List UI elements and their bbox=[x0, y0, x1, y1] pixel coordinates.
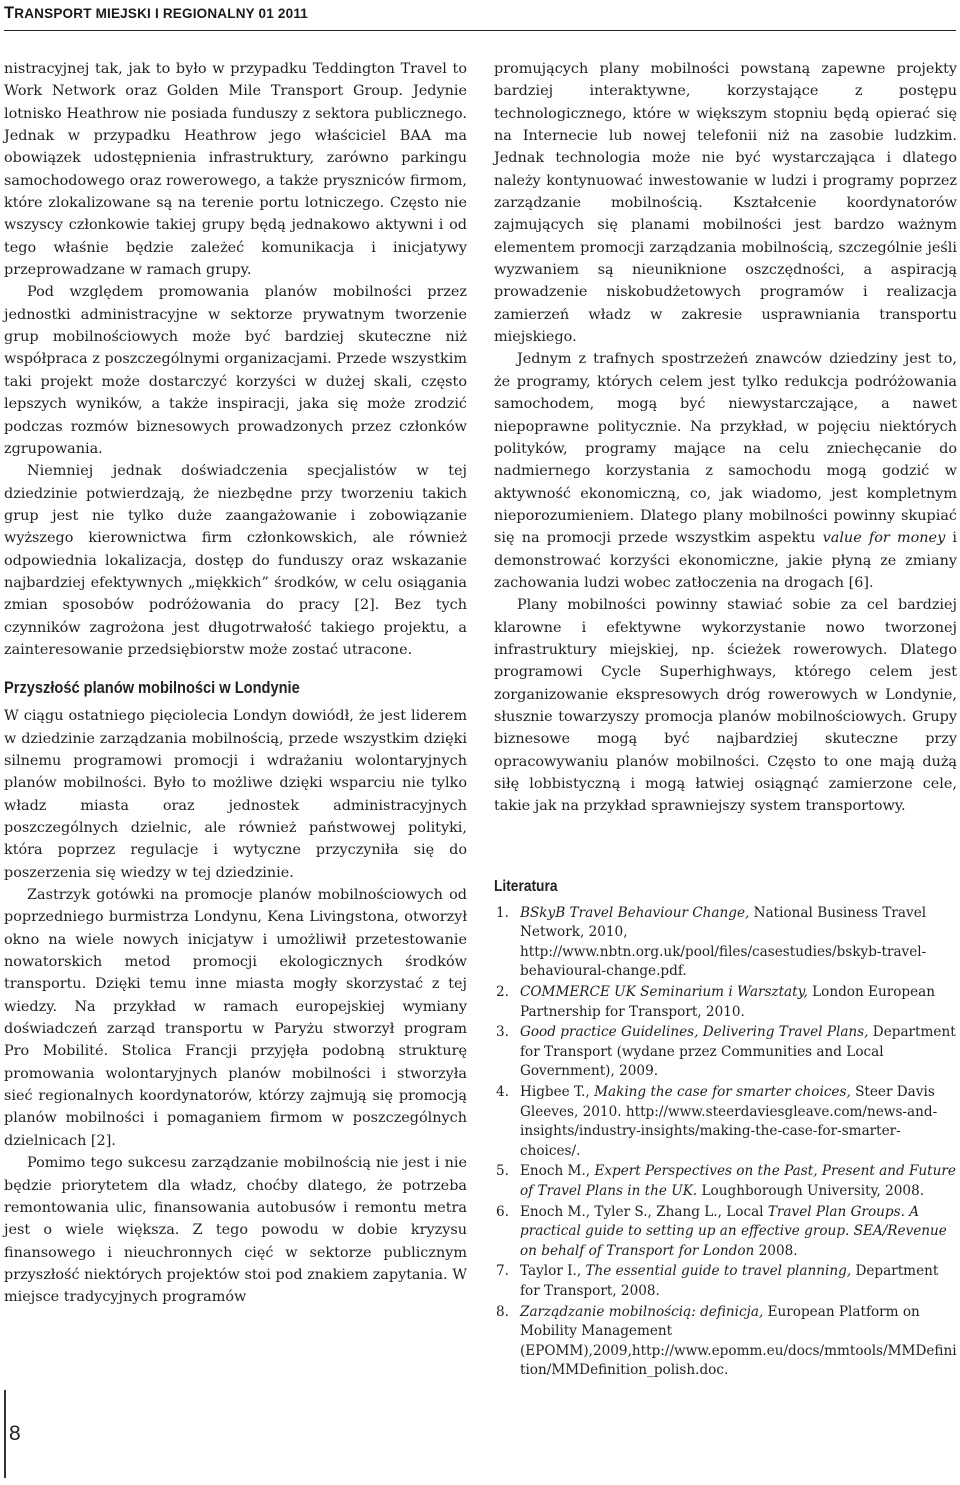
reference-title: COMMERCE UK Seminarium i Warsztaty, bbox=[520, 984, 808, 1001]
reference-author: Taylor I., bbox=[520, 1263, 586, 1280]
paragraph: Pomimo tego sukcesu zarządzanie mobilnością nie jest i nie będzie priorytetem dla władz, choćby dlatego, że potrzeba remontowania ulic, finansowania autobusów i remontu metra jest o wiele większa. Z tego powodu w dobie kryzysu finansowego i nieuchronnych cięć w sektorze publicznym przyszłość niektórych projektów stoi pod znakiem zapytania. W miejsce tradycyjnych programów bbox=[4, 1155, 467, 1306]
paragraph: promujących plany mobilności powstaną zapewne projekty bardziej interaktywne, korzystające z postępu technologicznego, które w większym stopniu będą opierać się na Internecie lub nowej telefonii niż na zasobie ludzkim. Jednak technologia może nie być wystarczająca i dlatego należy kontynuować inwestowanie w ludzi i programy poprzez zarządzanie mobilnością. Kształcenie koordynatorów zajmujących się planami mobilności jest bardzo ważnym elementem promocji zarządzania mobilnością, szczególnie jeśli wyzwaniem są nieuniknione oszczędności, a aspiracją prowadzenie niskobudżetowych programów i realizacja zamierzeń władz w zakresie usprawniania transportu miejskiego. bbox=[494, 61, 957, 346]
paragraph-text: i demonstrować korzyści ekonomiczne, jakie płyną ze zmiany zachowania ludzi wobec zatłoczenia na drogach [6]. bbox=[494, 530, 957, 591]
reference-item bbox=[494, 904, 957, 982]
reference-details: Department for Transport, 2008. bbox=[520, 1263, 939, 1299]
paragraph: Plany mobilności powinny stawiać sobie za cel bardziej klarowne i efektywne wykorzystanie nowo tworzonej infrastruktury miejskiej, np. ścieżek rowerowych. Dlatego programowi Cycle Superhighways, którego celem jest zorganizowanie ekspresowych dróg rowerowych w Londynie, słusznie towarzyszy promocja planów mobilnościowych. Grupy biznesowe mogą być najbardziej skuteczne przy opracowywaniu planów mobilności. Często to one mają dużą siłę lobbistyczną i mogą łatwiej osiągnąć zamierzone cele, takie jak na przykład sprawniejszy system transportowy. bbox=[494, 597, 957, 815]
paragraph-text: Jednym z trafnych spostrzeżeń znawców dziedziny jest to, że programy, których celem jest tylko redukcja podróżowania samochodem, mogą być niewystarczające, a nawet niepoprawne politycznie. Na przykład, w pojęciu niektórych polityków, programy mające na celu zniechęcanie do nadmiernego korzystania z samochodu mogą godzić w aktywność ekonomiczną, co, jak wiadomo, jest kompletnym nieporozumieniem. Dlatego plany mobilności powinny skupiać się na promocji przede wszystkim aspektu bbox=[494, 351, 957, 547]
page-number: 8 bbox=[9, 1422, 21, 1445]
emphasis-value-for-money: value for money bbox=[822, 530, 946, 547]
references-list bbox=[494, 904, 957, 1381]
reference-item bbox=[494, 983, 957, 1022]
references-heading: Literatura bbox=[494, 877, 558, 895]
reference-number: 1. bbox=[496, 904, 509, 921]
reference-item bbox=[494, 1162, 957, 1201]
reference-details: National Business Travel Network, 2010, http://www.nbtn.org.uk/pool/files/casestudies/bskyb-travel-behavioural-change.pdf. bbox=[520, 904, 927, 980]
reference-author: Higbee T., bbox=[520, 1084, 595, 1101]
paragraph: Zastrzyk gotówki na promocje planów mobilnościowych od poprzedniego burmistrza Londynu, Kena Livingstona, otworzył okno na wiele nowych inicjatyw i umożliwił przetestowanie nowatorskich metod promocji ekologicznych środków transportu. Dzięki temu inne miasta mogły skorzystać z tej wiedzy. Na przykład w ramach europejskiej wymiany doświadczeń zarząd transportu w Paryżu stworzył program Pro Mobilité. Stolica Francji przyjęła podobną strukturę promowania wolontaryjnych planów mobilności i stworzyła sieć regionalnych koordynatorów, którzy zajmują się promocją planów mobilności i pomaganiem firmom w poszczególnych dzielnicach [2]. bbox=[4, 887, 467, 1149]
reference-number: 4. bbox=[496, 1084, 509, 1101]
reference-number: 5. bbox=[496, 1163, 509, 1180]
reference-title: Expert Perspectives on the Past, Present and Future of Travel Plans in the UK. bbox=[520, 1163, 956, 1199]
reference-details: Loughborough University, 2008. bbox=[697, 1183, 925, 1199]
left-column bbox=[4, 58, 467, 1309]
journal-title-rest: RANSPORT MIEJSKI I REGIONALNY 01 2011 bbox=[14, 6, 309, 21]
reference-title: BSkyB Travel Behaviour Change, bbox=[520, 904, 750, 921]
reference-number: 8. bbox=[496, 1303, 509, 1320]
reference-title: Good practice Guidelines, Delivering Travel Plans, bbox=[520, 1024, 869, 1041]
section-heading: Przyszłość planów mobilności w Londynie bbox=[4, 678, 300, 698]
reference-details: Department for Transport (wydane przez Communities and Local Government), 2009. bbox=[520, 1024, 956, 1080]
reference-number: 7. bbox=[496, 1263, 509, 1280]
reference-title: Travel Plan Groups. A practical guide to setting up an effective group. SEA/Revenue on behalf of Transport for London bbox=[520, 1203, 947, 1259]
journal-title bbox=[4, 4, 308, 23]
running-header bbox=[4, 4, 956, 31]
paragraph: W ciągu ostatniego pięciolecia Londyn dowiódł, że jest liderem w dziedzinie zarządzania mobilnością, przede wszystkim dzięki silnemu programowi promocji i wdrażaniu wolontaryjnych planów mobilności. Było to możliwe dzięki wsparciu nie tylko władz miasta oraz jednostek administracyjnych poszczególnych dzielnic, ale również państwowej polityki, która poprzez regulacje i wytyczne przyczyniła się do poszerzenia się wiedzy w tej dziedzinie. bbox=[4, 708, 467, 881]
page-number-rule bbox=[4, 1390, 6, 1478]
reference-number: 6. bbox=[496, 1203, 509, 1220]
reference-number: 3. bbox=[496, 1024, 509, 1041]
reference-title: Making the case for smarter choices, bbox=[594, 1084, 851, 1101]
reference-item bbox=[494, 1262, 957, 1301]
reference-details: European Platform on Mobility Management (EPOMM),2009,http://www.epomm.eu/docs/mmtools/MMDefinition/MMDefinition_polish.doc. bbox=[520, 1303, 957, 1379]
reference-item bbox=[494, 1023, 957, 1082]
paragraph: Pod względem promowania planów mobilności przez jednostki administracyjne w sektorze prywatnym tworzenie grup mobilnościowych może być bardziej skuteczne niż współpraca z poszczególnymi organizacjami. Przede wszystkim taki projekt może dostarczyć korzyści w dużej skali, często lepszych wyników, a także inspiracji, jaka się może zrodzić podczas rozmów biznesowych prowadzonych przez członków zgrupowania. bbox=[4, 284, 467, 457]
reference-item bbox=[494, 1303, 957, 1381]
reference-details: London European Partnership for Transport, 2010. bbox=[520, 984, 936, 1020]
reference-details: Steer Davis Gleeves, 2010. http://www.steerdaviesgleave.com/news-and-insights/industry-insights/making-the-case-for-smarter-choices/. bbox=[520, 1084, 938, 1159]
reference-author: Enoch M., Tyler S., Zhang L., Local bbox=[520, 1203, 768, 1220]
paragraph: nistracyjnej tak, jak to było w przypadku Teddington Travel to Work Network oraz Golden Mile Transport Group. Jedynie lotnisko Heathrow nie posiada funduszy z sektora publicznego. Jednak w przypadku Heathrow jego właściciel BAA ma obowiązek udostępnienia infrastruktury, zarówno parkingu samochodowego oraz rowerowego, a także pryszniców firmom, które zlokalizowane są na terenie portu lotniczego. Często nie wszyscy członkowie takiej grupy będą jednakowo aktywni i od tego właśnie będzie zależeć komunikacja i inicjatywy przeprowadzane w ramach grupy. bbox=[4, 61, 467, 279]
reference-item bbox=[494, 1083, 957, 1161]
paragraph: Niemniej jednak doświadczenia specjalistów w tej dziedzinie potwierdzają, że niezbędne przy tworzeniu takich grup jest nie tylko duże zaangażowanie i zobowiązanie wyższego kierownictwa firm członkowskich, ale również odpowiednia lokalizacja, dostęp do funduszy oraz wskazanie najbardziej efektywnych „miękkich” środków, w celu osiągania zmian sposobów podróżowania do pracy [2]. Bez tych czynników zagrożona jest długotrwałość takiego projektu, a zainteresowanie przedsiębiorstw może zostać utracone. bbox=[4, 463, 467, 658]
journal-title-initial: T bbox=[4, 4, 15, 22]
reference-number: 2. bbox=[496, 984, 509, 1001]
paragraph bbox=[494, 348, 957, 594]
right-column bbox=[494, 58, 957, 1382]
reference-details: 2008. bbox=[754, 1242, 798, 1259]
reference-title: Zarządzanie mobilnością: definicja, bbox=[520, 1303, 764, 1320]
reference-author: Enoch M., bbox=[520, 1163, 595, 1180]
reference-title: The essential guide to travel planning, bbox=[585, 1263, 852, 1280]
reference-item bbox=[494, 1203, 957, 1262]
